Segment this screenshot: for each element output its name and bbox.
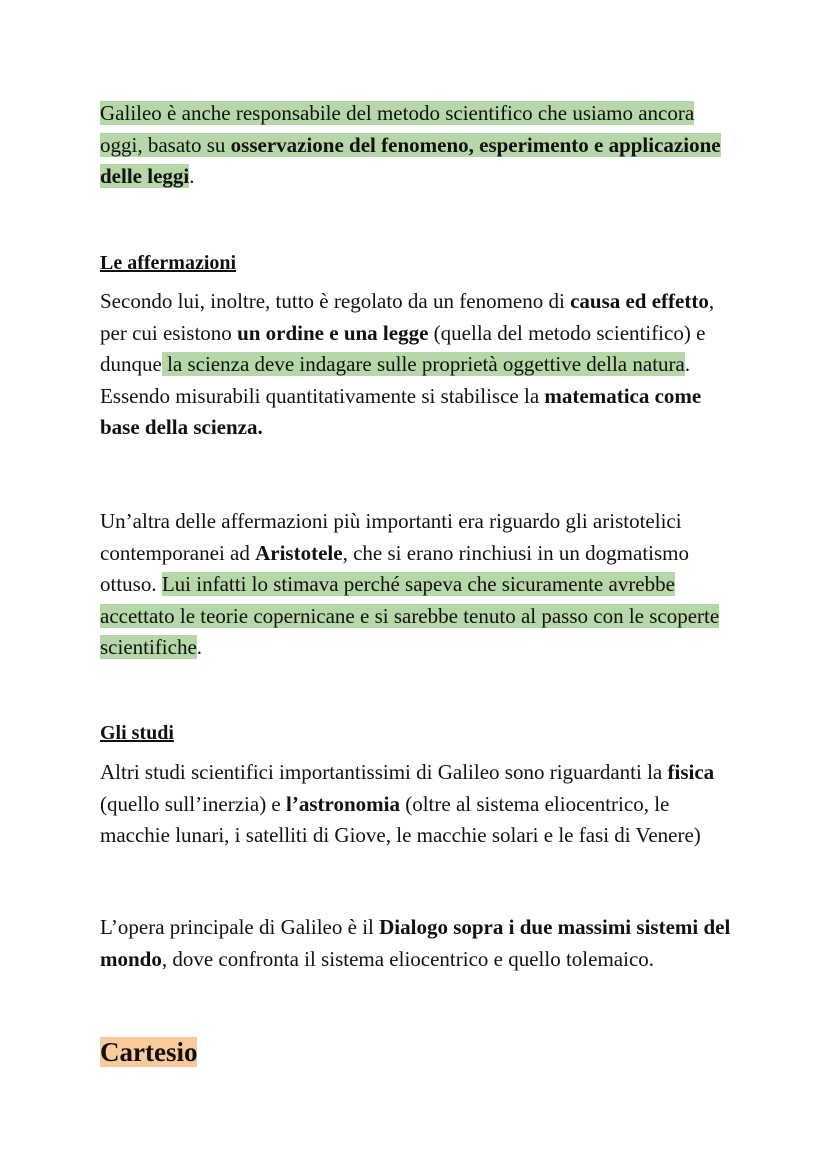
- bold-text: un ordine e una legge: [237, 320, 429, 345]
- text-run: , che si erano rinchiusi in un dogmatismo ottuso.: [100, 540, 690, 596]
- paragraph-scientific-method: [100, 98, 740, 193]
- bold-text: fisica: [667, 760, 715, 784]
- bold-text: Aristotele: [255, 540, 343, 565]
- highlighted-text: la scienza deve indagare sulle proprietà oggettive della natura: [161, 352, 685, 376]
- text-run: L’opera principale di Galileo è il: [100, 915, 380, 939]
- paragraph-main-work: [100, 912, 740, 975]
- text-run: Altri studi scientifici importantissimi di Galileo sono riguardanti la: [100, 760, 668, 784]
- bold-text: osservazione del fenomeno, esperimento e applicazione delle leggi: [100, 132, 721, 188]
- text-run: Galileo è anche responsabile del metodo scientifico che usiamo ancora oggi, basato su: [100, 101, 695, 157]
- text-run: . Essendo misurabili quantitativamente si stabilisce la: [100, 352, 691, 408]
- text-run: .: [196, 635, 203, 659]
- bold-text: matematica come base della scienza.: [100, 383, 702, 439]
- text-run: .: [189, 164, 195, 188]
- bold-text: l’astronomia: [286, 791, 400, 816]
- text-run: Secondo lui, inoltre, tutto è regolato da un fenomeno di: [100, 289, 571, 313]
- text-run: , per cui esistono: [100, 289, 715, 345]
- highlighted-title: Cartesio: [100, 1037, 198, 1067]
- section-title-cartesio: [100, 1034, 197, 1070]
- paragraph-cause-effect: [100, 286, 740, 444]
- bold-text: Dialogo sopra i due massimi sistemi del mondo: [100, 915, 731, 971]
- bold-text: causa ed effetto: [570, 289, 709, 313]
- text-run: Un’altra delle affermazioni più importanti era riguardo gli aristotelici contemporanei ad: [100, 509, 682, 565]
- text-run: , dove confronta il sistema eliocentrico e quello tolemaico.: [161, 946, 655, 971]
- section-heading-affermazioni: Le affermazioni: [100, 252, 237, 274]
- paragraph-aristotle: [100, 506, 740, 664]
- highlighted-text: Lui infatti lo stimava perché sapeva che sicuramente avrebbe accettato le teorie copernicane e si sarebbe tenuto al passo con le scoperte scientifiche: [100, 572, 720, 659]
- paragraph-studies: [100, 757, 740, 852]
- text-run: (oltre al sistema eliocentrico, le macchie lunari, i satelliti di Giove, le macchie solari e le fasi di Venere): [100, 791, 701, 847]
- section-heading-studi: Gli studi: [100, 722, 174, 744]
- text-run: (quello sull’inerzia) e: [100, 791, 287, 816]
- text-run: (quella del metodo scientifico) e dunque: [100, 320, 706, 376]
